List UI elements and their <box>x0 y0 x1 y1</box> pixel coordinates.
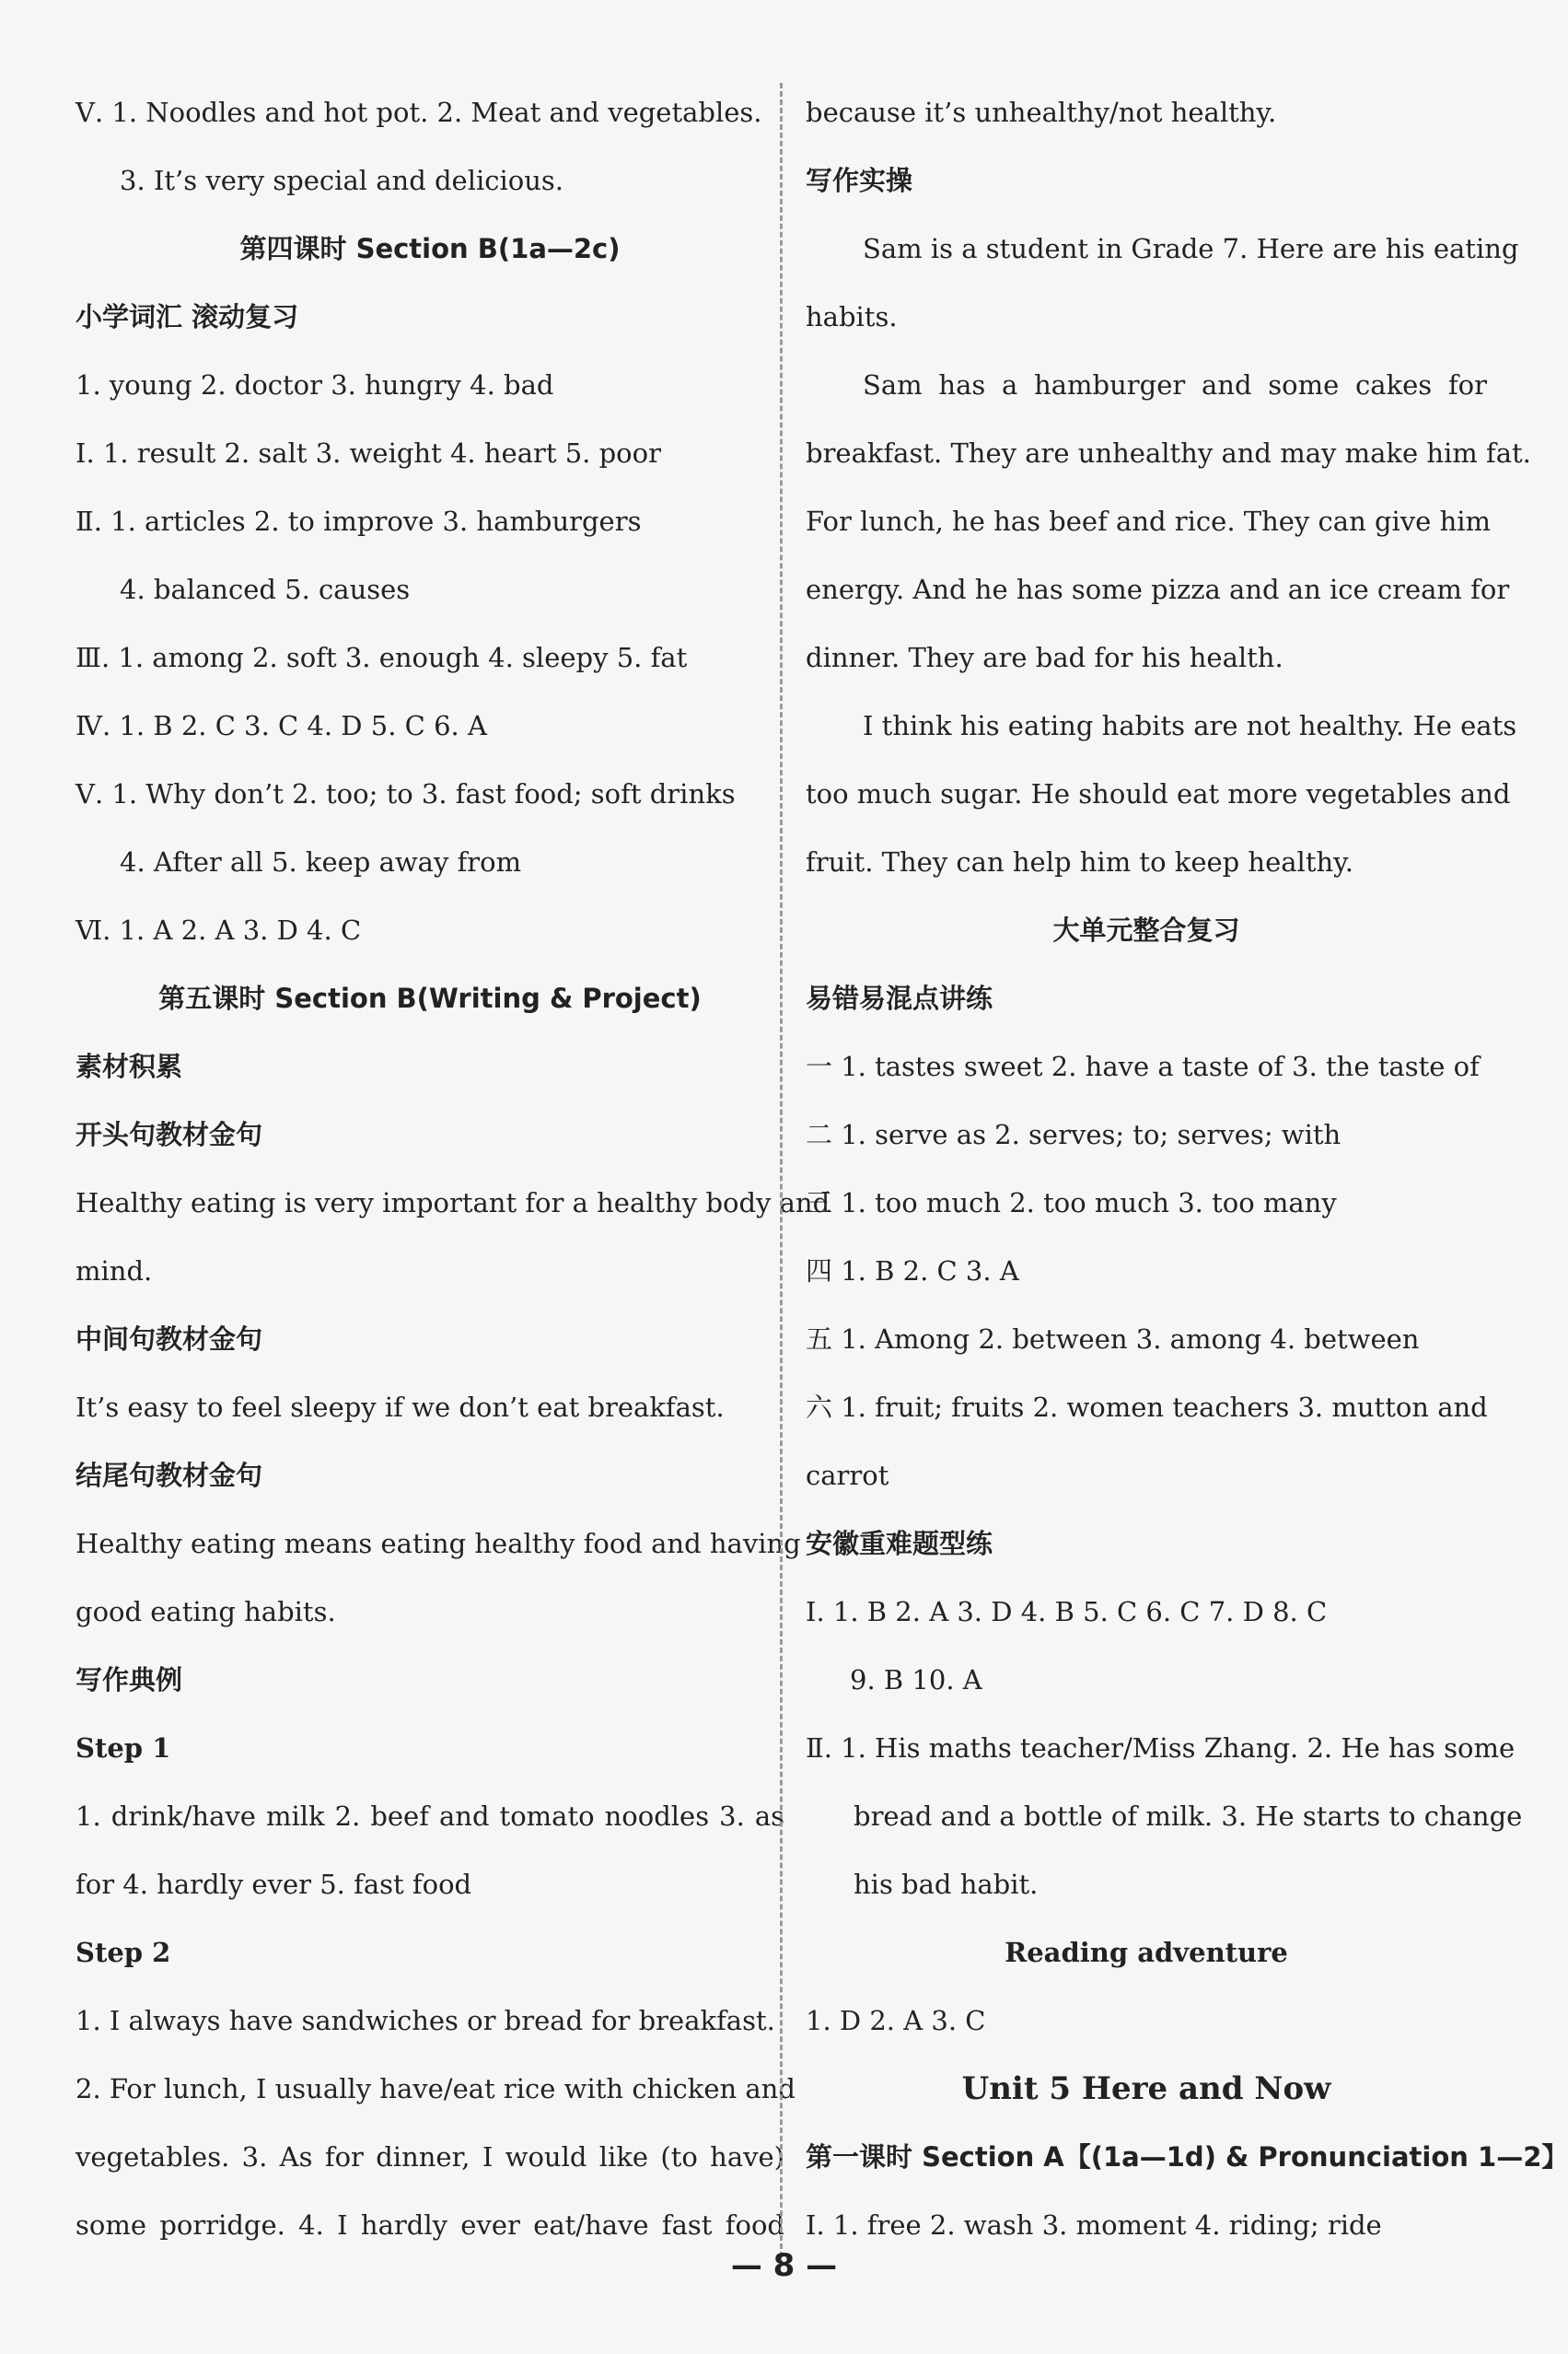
right-line: 二 1. serve as 2. serves; to; serves; with <box>806 1119 1342 1150</box>
left-line: 中间句教材金句 <box>75 1323 263 1355</box>
left-line: 小学词汇 滚动复习 <box>75 301 299 332</box>
right-line: because it’s unhealthy/not healthy. <box>806 97 1277 128</box>
right-line: 易错易混点讲练 <box>806 983 993 1014</box>
right-line: too much sugar. He should eat more vegetables and <box>806 778 1511 810</box>
right-line: energy. And he has some pizza and an ice cream for <box>806 574 1510 605</box>
right-line: 安徽重难题型练 <box>806 1528 993 1559</box>
left-line: Ⅲ. 1. among 2. soft 3. enough 4. sleepy 5. fat <box>75 642 688 673</box>
right-line: Sam is a student in Grade 7. Here are his eating <box>863 233 1519 264</box>
right-line: 三 1. too much 2. too much 3. too many <box>806 1187 1337 1218</box>
right-line: 1. D 2. A 3. C <box>806 2005 986 2036</box>
page-number: — 8 — <box>730 2247 838 2284</box>
right-line: habits. <box>806 301 898 332</box>
left-line: Step 1 <box>75 1732 171 1764</box>
left-line: vegetables. 3. As for dinner, I would like (to have) <box>75 2141 784 2173</box>
left-line: Step 2 <box>75 1937 171 1968</box>
left-line: Ⅴ. 1. Why don’t 2. too; to 3. fast food; soft drinks <box>75 778 736 810</box>
left-line: 3. It’s very special and delicious. <box>120 165 564 196</box>
right-line: Ⅱ. 1. His maths teacher/Miss Zhang. 2. He has some <box>806 1732 1516 1764</box>
left-line: 1. I always have sandwiches or bread for breakfast. <box>75 2005 775 2036</box>
left-line: Ⅴ. 1. Noodles and hot pot. 2. Meat and vegetables. <box>75 97 762 128</box>
left-line: 结尾句教材金句 <box>75 1460 263 1491</box>
right-line: Ⅰ. 1. B 2. A 3. D 4. B 5. C 6. C 7. D 8. C <box>806 1596 1328 1627</box>
right-line: Reading adventure <box>1005 1937 1288 1968</box>
left-line: 第四课时 Section B(1a—2c) <box>239 233 621 264</box>
right-line: Unit 5 Here and Now <box>961 2070 1331 2107</box>
left-line: 1. drink/have milk 2. beef and tomato noodles 3. as <box>75 1800 784 1832</box>
left-line: Ⅱ. 1. articles 2. to improve 3. hamburgers <box>75 506 642 537</box>
left-line: It’s easy to feel sleepy if we don’t eat breakfast. <box>75 1392 725 1423</box>
right-line: For lunch, he has beef and rice. They can give him <box>806 506 1492 537</box>
column-divider <box>780 83 783 2266</box>
right-line: 9. B 10. A <box>850 1664 982 1696</box>
left-line: Ⅵ. 1. A 2. A 3. D 4. C <box>75 915 362 946</box>
right-line: I think his eating habits are not healthy. He eats <box>863 710 1517 741</box>
right-line: 五 1. Among 2. between 3. among 4. between <box>806 1323 1420 1355</box>
right-line: carrot <box>806 1460 889 1491</box>
left-line: 4. After all 5. keep away from <box>120 846 522 878</box>
right-line: breakfast. They are unhealthy and may make him fat. <box>806 437 1531 469</box>
left-line: Healthy eating means eating healthy food and having <box>75 1528 801 1559</box>
left-line: 素材积累 <box>75 1051 183 1082</box>
left-column <box>75 78 830 2259</box>
right-line: dinner. They are bad for his health. <box>806 642 1283 673</box>
right-line: his bad habit. <box>854 1869 1039 1900</box>
left-line: 4. balanced 5. causes <box>120 574 411 605</box>
right-line: 第一课时 Section A【(1a—1d) & Pronunciation 1—2】 <box>806 2141 1568 2173</box>
left-line: mind. <box>75 1255 153 1287</box>
left-line: Ⅰ. 1. result 2. salt 3. weight 4. heart 5. poor <box>75 437 661 469</box>
right-line: Sam has a hamburger and some cakes for <box>863 369 1487 401</box>
left-line: for 4. hardly ever 5. fast food <box>75 1869 472 1900</box>
left-line: good eating habits. <box>75 1596 336 1627</box>
right-line: 四 1. B 2. C 3. A <box>806 1255 1019 1287</box>
right-column <box>806 78 1568 2259</box>
left-line: Healthy eating is very important for a healthy body and <box>75 1187 830 1218</box>
right-line: Ⅰ. 1. free 2. wash 3. moment 4. riding; ride <box>806 2209 1382 2241</box>
left-line: 1. young 2. doctor 3. hungry 4. bad <box>75 369 554 401</box>
left-line: 第五课时 Section B(Writing & Project) <box>158 983 702 1014</box>
right-line: 写作实操 <box>806 165 913 196</box>
left-line: 写作典例 <box>75 1664 183 1696</box>
right-line: 一 1. tastes sweet 2. have a taste of 3. the taste of <box>806 1051 1480 1082</box>
left-line: Ⅳ. 1. B 2. C 3. C 4. D 5. C 6. A <box>75 710 487 741</box>
left-line: 2. For lunch, I usually have/eat rice with chicken and <box>75 2073 796 2104</box>
right-line: bread and a bottle of milk. 3. He starts to change <box>854 1800 1523 1832</box>
left-line: some porridge. 4. I hardly ever eat/have fast food <box>75 2209 784 2241</box>
right-line: 大单元整合复习 <box>1052 915 1240 946</box>
left-line: 开头句教材金句 <box>75 1119 263 1150</box>
right-line: fruit. They can help him to keep healthy. <box>806 846 1353 878</box>
right-line: 六 1. fruit; fruits 2. women teachers 3. mutton and <box>806 1392 1488 1423</box>
